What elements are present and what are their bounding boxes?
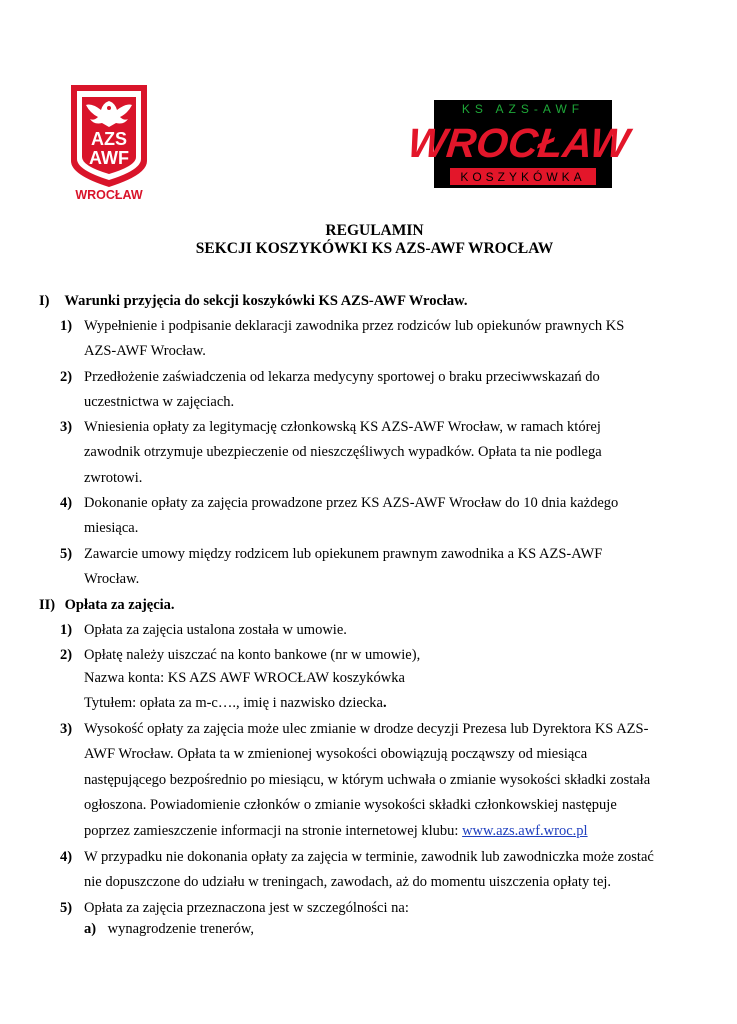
item-line: Opłata za zajęcia ustalona została w umowie. (84, 622, 347, 638)
azs-awf-eagle-emblem (68, 83, 150, 201)
list-item (60, 491, 670, 542)
sub-item-text: wynagrodzenie trenerów, (107, 921, 255, 937)
item-line: Wysokość opłaty za zajęcia może ulec zmianie w drodze decyzji Prezesa lub Dyrektora KS AZS- (84, 721, 649, 737)
item-number: 4) (60, 495, 73, 511)
section-number: I) (39, 293, 50, 309)
item-line: Wniesienia opłaty za legitymację członkowską KS AZS-AWF Wrocław, w ramach której (84, 419, 601, 435)
logo-koszykowka-text: KOSZYKÓWKA (460, 170, 586, 184)
logo-azs-text: AZS (91, 129, 127, 149)
section-number: II) (39, 597, 56, 613)
list-item (60, 314, 670, 365)
sub-item-number: a) (84, 921, 97, 937)
azs-awf-logo (68, 83, 150, 201)
item-line: Zawarcie umowy między rodzicem lub opiekunem prawnym zawodnika a KS AZS-AWF (84, 546, 603, 562)
item-line: miesiąca. (84, 520, 139, 537)
section-title: Opłata za zajęcia. (64, 597, 175, 613)
item-line: zawodnik otrzymuje ubezpieczenie od nieszczęśliwych wypadków. Opłata ta nie podlega (84, 444, 602, 461)
item-line (84, 819, 670, 844)
logo-city-text: WROCŁAW (75, 188, 143, 202)
link-prefix: poprzez zamieszczenie informacji na stronie internetowej klubu: (84, 822, 463, 839)
item-line: ogłoszona. Powiadomienie członków o zmianie wysokości składki członkowskiej następuje (84, 797, 617, 814)
payment-title-dot: . (382, 695, 387, 711)
ks-azs-awf-basketball-logo (405, 100, 632, 188)
item-number: 5) (60, 546, 73, 562)
item-number: 5) (60, 900, 73, 916)
item-line: następującego bezpośrednio po miesiącu, w którym uchwała o zmianie wysokości składki została (84, 771, 651, 788)
payment-title-text: Tytułem: opłata za m-c…., imię i nazwisko dziecka (84, 695, 383, 711)
list-item (60, 542, 670, 593)
list-item (60, 717, 670, 844)
item-line: Wrocław. (84, 571, 140, 588)
item-number: 1) (60, 318, 73, 334)
item-number: 2) (60, 369, 73, 385)
logo-club-name: KS AZS-AWF (461, 102, 585, 116)
item-line: W przypadku nie dokonania opłaty za zajęcia w terminie, zawodnik lub zawodniczka może zostać (84, 849, 654, 865)
logo-wroclaw-text: WROCŁAW (405, 120, 632, 166)
section-heading (39, 597, 175, 614)
item-line: nie dopuszczone do udziału w treningach, zawodach, aż do momentu uiszczenia opłaty tej. (84, 874, 612, 891)
item-number: 2) (60, 647, 73, 663)
item-number: 3) (60, 721, 73, 737)
sub-list-item (84, 921, 254, 938)
list-item (60, 845, 670, 896)
item-line: Przedłożenie zaświadczenia od lekarza medycyny sportowej o braku przeciwwskazań do (84, 369, 600, 385)
list-item (60, 618, 670, 643)
section-heading (39, 293, 467, 310)
item-line: AWF Wrocław. Opłata ta w zmienionej wysokości obowiązują począwszy od miesiąca (84, 746, 588, 763)
section-title: Warunki przyjęcia do sekcji koszykówki KS AZS-AWF Wrocław. (64, 293, 468, 309)
item-number: 4) (60, 849, 73, 865)
item-line: uczestnictwa w zajęciach. (84, 394, 235, 411)
item-line: Opłata za zajęcia przeznaczona jest w szczególności na: (84, 900, 409, 916)
account-name: Nazwa konta: KS AZS AWF WROCŁAW koszykówka (84, 670, 405, 686)
item-line: Wypełnienie i podpisanie deklaracji zawodnika przez rodziców lub opiekunów prawnych KS (84, 318, 625, 334)
item-number: 1) (60, 622, 73, 638)
payment-title (84, 695, 387, 712)
item-line: Dokonanie opłaty za zajęcia prowadzone przez KS AZS-AWF Wrocław do 10 dnia każdego (84, 495, 619, 511)
club-website-link[interactable]: www.azs.awf.wroc.pl (462, 822, 588, 839)
logo-awf-text: AWF (89, 148, 129, 168)
document-subtitle: SEKCJI KOSZYKÓWKI KS AZS-AWF WROCŁAW (195, 240, 554, 257)
item-line: AZS-AWF Wrocław. (84, 343, 206, 360)
list-item (60, 896, 670, 921)
document-title: REGULAMIN (325, 222, 424, 239)
item-number: 3) (60, 419, 73, 435)
list-item (60, 643, 670, 668)
item-line: zwrotowi. (84, 469, 143, 486)
list-item (60, 415, 670, 491)
list-item (60, 365, 670, 416)
item-line: Opłatę należy uiszczać na konto bankowe (nr w umowie), (84, 647, 421, 663)
